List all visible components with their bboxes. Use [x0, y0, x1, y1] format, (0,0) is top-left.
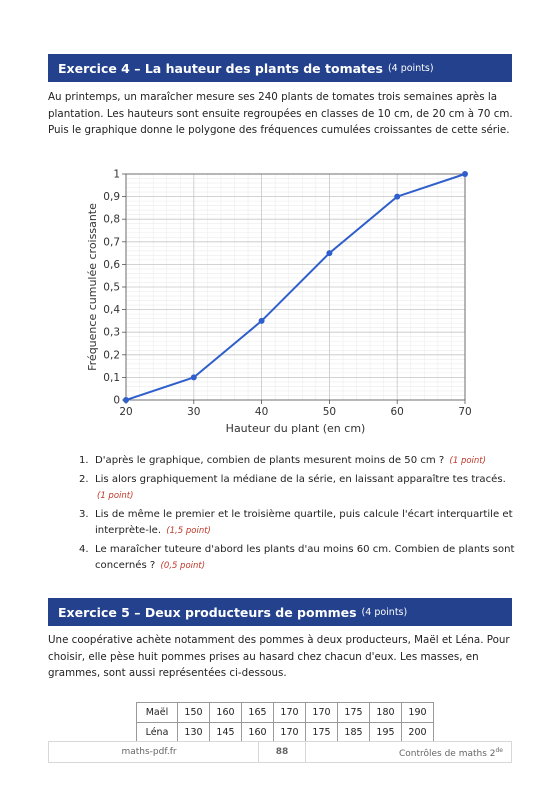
question-points: (0,5 point): [160, 561, 206, 571]
question-points: (1,5 point): [166, 526, 211, 536]
x-tick-label: 60: [390, 406, 404, 418]
x-tick-label: 50: [322, 406, 337, 418]
table-cell: 185: [338, 723, 370, 743]
table-cell: 175: [338, 703, 370, 723]
question-number: 4.: [79, 543, 89, 555]
y-tick-label: 1: [113, 168, 120, 181]
x-axis-label: Hauteur du plant (en cm): [225, 422, 366, 435]
data-point: [191, 374, 197, 380]
question-4: [76, 542, 516, 575]
exercise-5-points: (4 points): [361, 606, 408, 618]
question-text: D'après le graphique, combien de plants mesurent moins de 50 cm ?: [95, 455, 445, 466]
data-point: [394, 194, 400, 200]
x-tick-label: 20: [119, 406, 133, 418]
exercise-5-title: Exercice 5 – Deux producteurs de pommes: [58, 604, 357, 620]
y-tick-label: 0: [113, 394, 120, 407]
y-tick-label: 0,7: [103, 236, 120, 249]
table-cell: 170: [306, 703, 338, 723]
table-cell: 160: [210, 703, 242, 723]
table-cell: 170: [274, 703, 306, 723]
question-number: 3.: [79, 508, 89, 520]
table-row: [137, 723, 434, 743]
table-cell: 190: [402, 703, 434, 723]
table-cell: 150: [178, 703, 210, 723]
exercise-4-points: (4 points): [387, 62, 434, 74]
data-point: [462, 171, 468, 177]
exercise-4-title: Exercice 4 – La hauteur des plants de tomates: [58, 60, 383, 76]
y-tick-label: 0,9: [103, 191, 120, 204]
data-point: [326, 250, 332, 256]
y-tick-label: 0,4: [103, 304, 120, 317]
y-axis-label: Fréquence cumulée croissante: [86, 203, 99, 371]
question-points: (1 point): [449, 456, 486, 466]
question-3: [76, 507, 516, 540]
x-tick-label: 40: [254, 406, 269, 418]
question-text: Lis alors graphiquement la médiane de la série, en laissant apparaître tes tracés.: [95, 473, 506, 485]
table-cell: 130: [178, 723, 210, 743]
table-cell: 165: [242, 703, 274, 723]
footer-book-name: Contrôles de maths 2: [398, 749, 496, 759]
exercise-5-intro: Une coopérative achète notamment des pommes à deux producteurs, Maël et Léna. Pour choisir, elle pèse huit pommes prises au hasard chez chacun d'eux. Les masses, en grammes, sont aussi représentées ci-dessous.: [48, 634, 510, 679]
table-cell: 180: [370, 703, 402, 723]
producer-name: Maël: [137, 703, 178, 723]
y-tick-label: 0,3: [103, 326, 120, 339]
exercise-4-intro: Au printemps, un maraîcher mesure ses 240 plants de tomates trois semaines après la plantation. Les hauteurs sont ensuite regroupées en classes de 10 cm, de 20 cm à 70 cm. Puis le graphique donne le polygone des fréquences cumulées croissantes de cette série.: [48, 91, 513, 136]
y-tick-label: 0,8: [103, 213, 120, 226]
producer-name: Léna: [137, 723, 178, 743]
table-cell: 195: [370, 723, 402, 743]
footer-book-sup: de: [495, 747, 503, 754]
cumulative-frequency-chart: [84, 163, 484, 438]
table-cell: 175: [306, 723, 338, 743]
table-cell: 200: [402, 723, 434, 743]
x-tick-label: 30: [187, 406, 201, 418]
footer-site: maths-pdf.fr: [121, 747, 177, 757]
apple-mass-table: [136, 702, 434, 743]
table-cell: 170: [274, 723, 306, 743]
data-point: [259, 318, 265, 324]
question-number: 1.: [79, 455, 89, 466]
table-cell: 160: [242, 723, 274, 743]
x-tick-label: 70: [458, 406, 472, 418]
page-footer: [48, 741, 512, 763]
question-text: Le maraîcher tuteure d'abord les plants d'au moins 60 cm. Combien de plants sont concernés ?: [95, 543, 515, 571]
y-tick-label: 0,2: [103, 349, 120, 362]
y-tick-label: 0,1: [103, 371, 120, 384]
table-cell: 145: [210, 723, 242, 743]
question-number: 2.: [79, 473, 89, 485]
exercise-4-header: [48, 54, 512, 82]
footer-book-title: [399, 747, 503, 759]
question-2: [76, 472, 516, 505]
exercise-5-header: [48, 598, 512, 626]
question-1: [76, 453, 516, 470]
y-tick-label: 0,6: [103, 258, 120, 271]
data-point: [123, 397, 129, 403]
footer-page-number: 88: [258, 741, 306, 763]
y-tick-label: 0,5: [103, 281, 120, 294]
question-text: Lis de même le premier et le troisième quartile, puis calcule l'écart interquartile et interprète-le.: [95, 508, 513, 536]
table-row: [137, 703, 434, 723]
question-points: (1 point): [97, 491, 134, 501]
exercise-4-questions: [76, 453, 516, 577]
